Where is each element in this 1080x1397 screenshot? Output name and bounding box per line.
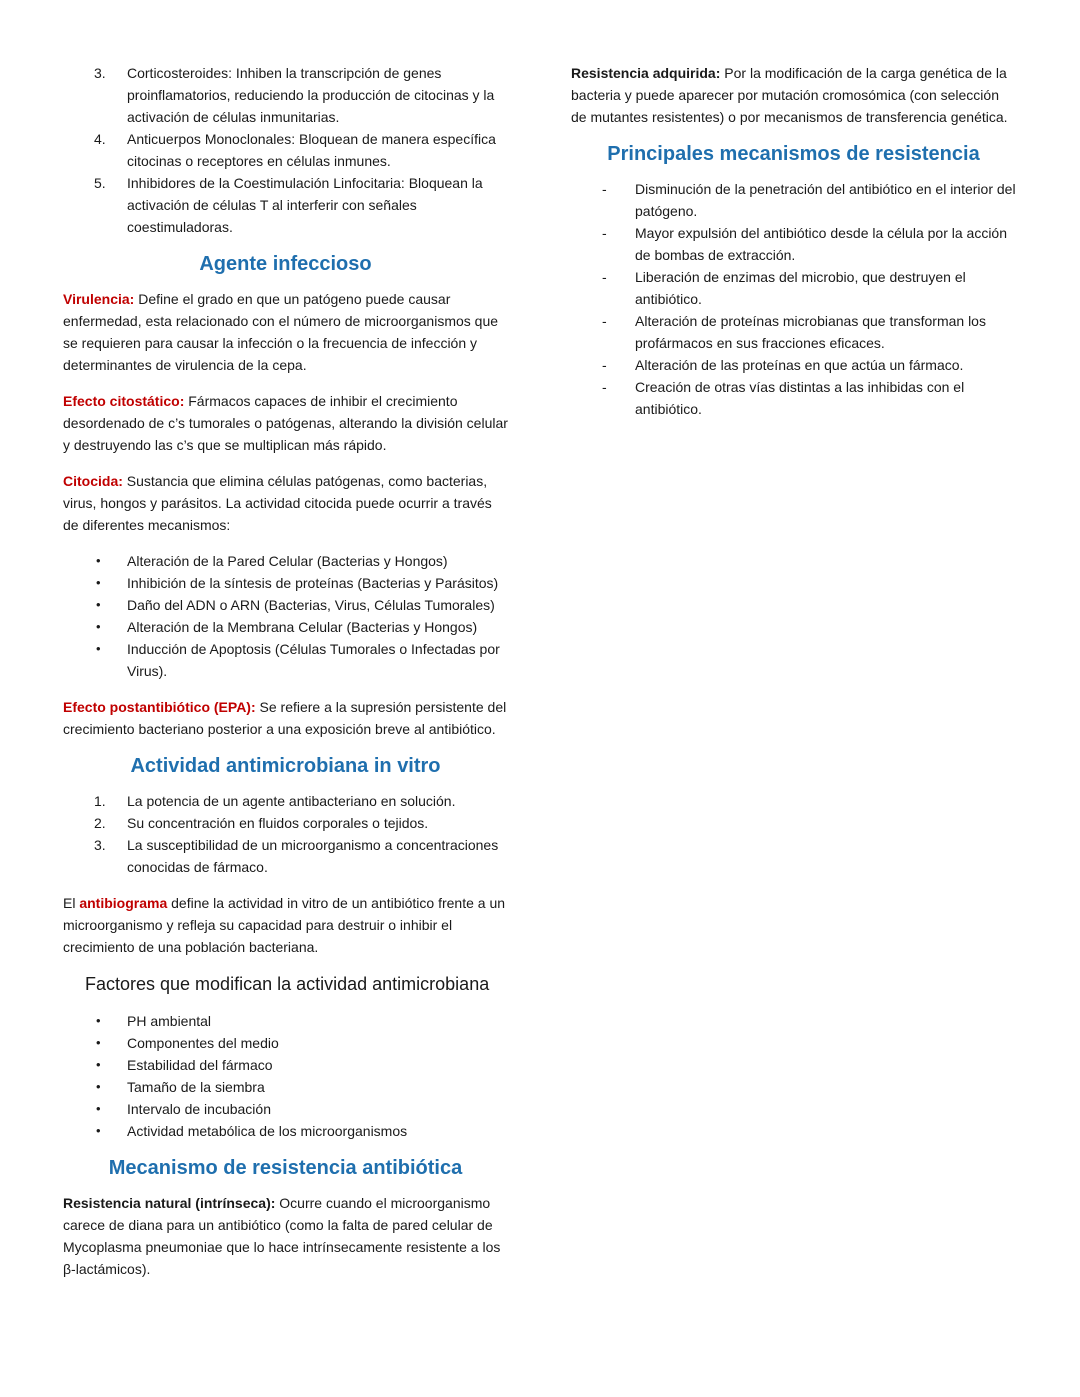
bullet-icon: • [96, 1035, 101, 1050]
bullet-icon: • [96, 1101, 101, 1116]
list-item-text: Alteración de la Pared Celular (Bacterias y Hongos) [127, 553, 448, 569]
list-item [63, 550, 508, 572]
list-item [63, 594, 508, 616]
actividad-list [63, 790, 508, 878]
list-item-text: Inhibición de la síntesis de proteínas (Bacterias y Parásitos) [127, 575, 499, 591]
list-item-text: PH ambiental [127, 1013, 212, 1029]
dash-icon: - [602, 225, 607, 241]
paragraph-virulencia [63, 288, 508, 376]
list-item-text: Alteración de proteínas microbianas que transforman los profármacos en sus fracciones eficaces. [635, 313, 986, 351]
list-number: 2. [94, 815, 106, 831]
heading-factores: Factores que modifican la actividad antimicrobiana [85, 974, 490, 994]
list-item-text: Disminución de la penetración del antibiótico en el interior del patógeno. [635, 181, 1016, 219]
dash-icon: - [602, 181, 607, 197]
factores-list [63, 1010, 508, 1142]
list-item [63, 812, 508, 834]
list-item [63, 1120, 508, 1142]
list-item [63, 1098, 508, 1120]
list-item-text: Componentes del medio [127, 1035, 279, 1051]
bullet-icon: • [96, 1123, 101, 1138]
heading-actividad-antimicrobiana: Actividad antimicrobiana in vitro [130, 755, 441, 777]
paragraph-citocida [63, 470, 508, 536]
list-item-text: Tamaño de la siembra [127, 1079, 265, 1095]
bullet-icon: • [96, 553, 101, 568]
list-item-text: Su concentración en fluidos corporales o tejidos. [127, 815, 429, 831]
list-item [571, 376, 1016, 420]
list-item [63, 616, 508, 638]
list-item-text: Inhibidores de la Coestimulación Linfocitaria: Bloquean la activación de células T al interferir con señales coestimuladoras. [127, 175, 483, 235]
list-number: 3. [94, 837, 106, 853]
list-item-text: Alteración de las proteínas en que actúa un fármaco. [635, 357, 964, 373]
principales-mecanismos-list [571, 178, 1016, 420]
list-item [63, 1010, 508, 1032]
term-citocida: Citocida: [63, 473, 123, 489]
list-item [571, 178, 1016, 222]
list-item-text: Alteración de la Membrana Celular (Bacterias y Hongos) [127, 619, 478, 635]
list-item [63, 128, 508, 172]
list-item-text: Estabilidad del fármaco [127, 1057, 273, 1073]
term-resistencia-natural: Resistencia natural (intrínseca): [63, 1195, 276, 1211]
term-efecto-citostatico: Efecto citostático: [63, 393, 185, 409]
term-efecto-postantibiotico: Efecto postantibiótico (EPA): [63, 699, 256, 715]
list-item-text: Daño del ADN o ARN (Bacterias, Virus, Células Tumorales) [127, 597, 495, 613]
definition-efecto-citostatico: Fármacos capaces de inhibir el crecimiento desordenado de c’s tumorales o patógenas, alterando la división celular y destruyendo las c’s que se multiplican más rápido. [63, 393, 508, 453]
definition-resistencia-adquirida: Por la modificación de la carga genética de la bacteria y puede aparecer por mutación cromosómica (con selección de mutantes resistentes) o por mecanismos de transferencia genética. [571, 65, 1008, 125]
dash-icon: - [602, 269, 607, 285]
dash-icon: - [602, 313, 607, 329]
dash-icon: - [602, 357, 607, 373]
list-item [63, 62, 508, 128]
heading-mecanismo-resistencia: Mecanismo de resistencia antibiótica [108, 1157, 463, 1179]
definition-virulencia: Define el grado en que un patógeno puede causar enfermedad, esta relacionado con el número de microorganismos que se requieren para causar la infección o la frecuencia de infección y determinantes de virulencia de la cepa. [63, 291, 499, 373]
list-item [63, 1054, 508, 1076]
term-antibiograma: antibiograma [79, 895, 168, 911]
bullet-icon: • [96, 1079, 101, 1094]
paragraph-efecto-citostatico [63, 390, 508, 456]
bullet-icon: • [96, 641, 101, 656]
list-item [63, 572, 508, 594]
heading-agente-infeccioso: Agente infeccioso [199, 253, 372, 275]
list-number: 4. [94, 131, 106, 147]
list-item [63, 638, 508, 682]
list-item-text: La susceptibilidad de un microorganismo a concentraciones conocidas de fármaco. [127, 837, 499, 875]
heading-principales-mecanismos: Principales mecanismos de resistencia [607, 143, 980, 165]
bullet-icon: • [96, 575, 101, 590]
bullet-icon: • [96, 1057, 101, 1072]
list-item [571, 266, 1016, 310]
list-item-text: Inducción de Apoptosis (Células Tumorales o Infectadas por Virus). [127, 641, 500, 679]
bullet-icon: • [96, 597, 101, 612]
list-item [571, 222, 1016, 266]
left-column [63, 62, 508, 1280]
list-item-text: Corticosteroides: Inhiben la transcripción de genes proinflamatorios, reduciendo la producción de citocinas y la activación de células inmunitarias. [127, 65, 495, 125]
definition-antibiograma: define la actividad in vitro de un antibiótico frente a un microorganismo y refleja su capacidad para destruir o inhibir el crecimiento de una población bacteriana. [63, 895, 506, 955]
list-number: 1. [94, 793, 106, 809]
list-item-text: La potencia de un agente antibacteriano en solución. [127, 793, 456, 809]
citocida-mechanism-list [63, 550, 508, 682]
list-item-text: Creación de otras vías distintas a las inhibidas con el antibiótico. [635, 379, 965, 417]
paragraph-resistencia-adquirida [571, 62, 1016, 128]
paragraph-antibiograma [63, 892, 508, 958]
antibiograma-prefix: El [63, 895, 80, 911]
definition-resistencia-natural: Ocurre cuando el microorganismo carece de diana para un antibiótico (como la falta de pared celular de Mycoplasma pneumoniae que lo hace intrínsecamente resistente a los β-lactámicos). [63, 1195, 501, 1277]
definition-efecto-postantibiotico: Se refiere a la supresión persistente del crecimiento bacteriano posterior a una exposición breve al antibiótico. [63, 699, 507, 737]
list-item-text: Actividad metabólica de los microorganismos [127, 1123, 408, 1139]
immunosuppressant-list [63, 62, 508, 238]
paragraph-efecto-postantibiotico [63, 696, 508, 740]
bullet-icon: • [96, 1013, 101, 1028]
list-item [571, 310, 1016, 354]
list-number: 3. [94, 65, 106, 81]
list-item-text: Intervalo de incubación [127, 1101, 271, 1117]
definition-citocida: Sustancia que elimina células patógenas, como bacterias, virus, hongos y parásitos. La actividad citocida puede ocurrir a través de diferentes mecanismos: [63, 473, 492, 533]
list-item [63, 1076, 508, 1098]
list-item [63, 1032, 508, 1054]
paragraph-resistencia-natural [63, 1192, 508, 1280]
list-item-text: Liberación de enzimas del microbio, que destruyen el antibiótico. [635, 269, 966, 307]
list-item [63, 172, 508, 238]
list-item [571, 354, 1016, 376]
list-item [63, 834, 508, 878]
list-item [63, 790, 508, 812]
term-resistencia-adquirida: Resistencia adquirida: [571, 65, 721, 81]
bullet-icon: • [96, 619, 101, 634]
dash-icon: - [602, 379, 607, 395]
list-item-text: Anticuerpos Monoclonales: Bloquean de manera específica citocinas o receptores en células inmunes. [127, 131, 496, 169]
list-item-text: Mayor expulsión del antibiótico desde la célula por la acción de bombas de extracción. [635, 225, 1007, 263]
right-column [571, 62, 1016, 420]
list-number: 5. [94, 175, 106, 191]
term-virulencia: Virulencia: [63, 291, 135, 307]
